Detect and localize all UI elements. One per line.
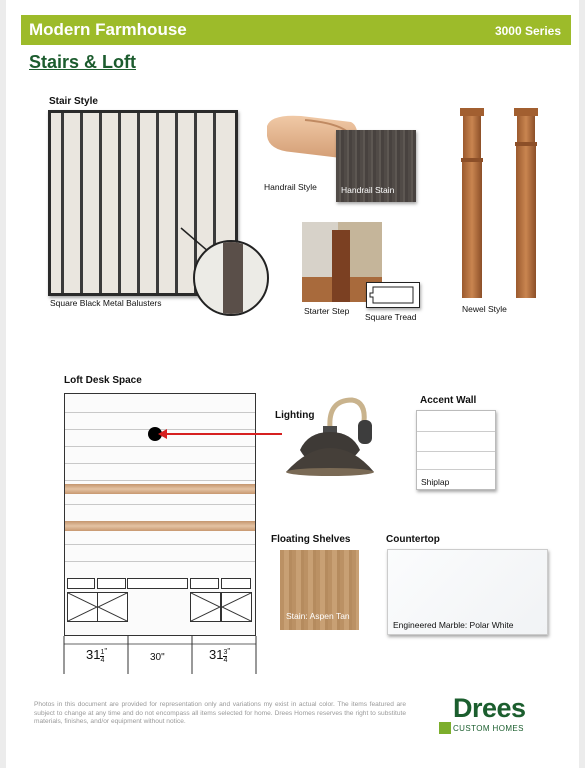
desk-drawer bbox=[190, 578, 219, 589]
desk-cabinet-door bbox=[190, 592, 221, 622]
wall-slat bbox=[65, 480, 255, 481]
shiplap-line bbox=[417, 431, 495, 432]
baluster-label: Square Black Metal Balusters bbox=[50, 298, 162, 308]
wall-slat bbox=[65, 504, 255, 505]
floating-shelf-upper bbox=[65, 484, 255, 494]
stair-style-header: Stair Style bbox=[49, 96, 98, 107]
wall-slat bbox=[65, 561, 255, 562]
desk-cabinet-door bbox=[221, 592, 252, 622]
handrail-stain-swatch bbox=[336, 130, 416, 202]
shelf-stain-label: Stain: Aspen Tan bbox=[286, 611, 350, 621]
starter-step-newel bbox=[332, 230, 350, 302]
logo-mark-icon bbox=[439, 722, 451, 734]
floating-shelf-lower bbox=[65, 521, 255, 531]
floating-shelves-header: Floating Shelves bbox=[271, 534, 351, 545]
shelf-stain-swatch bbox=[280, 550, 359, 630]
countertop-label: Engineered Marble: Polar White bbox=[393, 620, 514, 630]
logo-subtitle: CUSTOM HOMES bbox=[453, 724, 524, 733]
desk-cabinet-door bbox=[67, 592, 98, 622]
desk-drawer bbox=[221, 578, 251, 589]
baluster-bar bbox=[80, 113, 83, 293]
accent-wall-label: Shiplap bbox=[421, 477, 450, 487]
handrail-stain-label: Handrail Stain bbox=[341, 185, 395, 195]
drees-logo bbox=[439, 695, 539, 740]
desk-cabinet-door bbox=[97, 592, 128, 622]
series-label: 3000 Series bbox=[494, 24, 561, 38]
wall-sconce-image bbox=[278, 392, 378, 478]
accent-wall-header: Accent Wall bbox=[420, 395, 477, 406]
baluster-bar bbox=[118, 113, 121, 293]
dimension-left: 31 $\frac{1}{4}$ " bbox=[86, 647, 108, 664]
shiplap-line bbox=[417, 451, 495, 452]
square-tread-label: Square Tread bbox=[365, 312, 417, 322]
countertop-swatch bbox=[387, 549, 548, 635]
section-title: Stairs & Loft bbox=[29, 52, 137, 72]
lighting-pointer-arrow bbox=[164, 433, 282, 435]
wall-slat bbox=[65, 412, 255, 413]
newel-style-label: Newel Style bbox=[462, 304, 507, 314]
square-tread-diagram bbox=[366, 282, 420, 308]
wall-slat bbox=[65, 544, 255, 545]
baluster-bar bbox=[137, 113, 140, 293]
dimension-center: 30" bbox=[150, 652, 165, 663]
spec-sheet-page bbox=[6, 0, 579, 768]
disclaimer-text: Photos in this document are provided for representation only and variations my exist in actual color. The items featured are subject to change at any time and do not encompass all items selected for home. Drees Homes reserves the right to substitute materials, finishes, and/or equipment without notice. bbox=[34, 701, 406, 725]
baluster-detail-bar bbox=[223, 242, 243, 314]
arrow-head-icon bbox=[158, 429, 167, 439]
logo-brand: Drees bbox=[453, 693, 526, 723]
desk-center-drawer bbox=[127, 578, 188, 589]
lighting-header: Lighting bbox=[275, 410, 315, 421]
starter-step-label: Starter Step bbox=[304, 306, 350, 316]
baluster-bar bbox=[156, 113, 159, 293]
handrail-style-label: Handrail Style bbox=[264, 182, 317, 192]
shiplap-line bbox=[417, 469, 495, 470]
loft-desk-header: Loft Desk Space bbox=[64, 375, 142, 386]
wall-slat bbox=[65, 463, 255, 464]
countertop-header: Countertop bbox=[386, 534, 440, 545]
newel-post-images bbox=[456, 108, 544, 300]
accent-wall-swatch bbox=[416, 410, 496, 490]
collection-title: Modern Farmhouse bbox=[29, 20, 187, 39]
baluster-zoom-detail bbox=[193, 240, 269, 316]
desk-drawer bbox=[97, 578, 126, 589]
baluster-bar bbox=[61, 113, 64, 293]
wall-slat bbox=[65, 446, 255, 447]
desk-drawer bbox=[67, 578, 95, 589]
header-banner bbox=[21, 15, 571, 45]
baluster-bar bbox=[99, 113, 102, 293]
dimension-right: 31 $\frac{3}{4}$ " bbox=[209, 647, 231, 664]
